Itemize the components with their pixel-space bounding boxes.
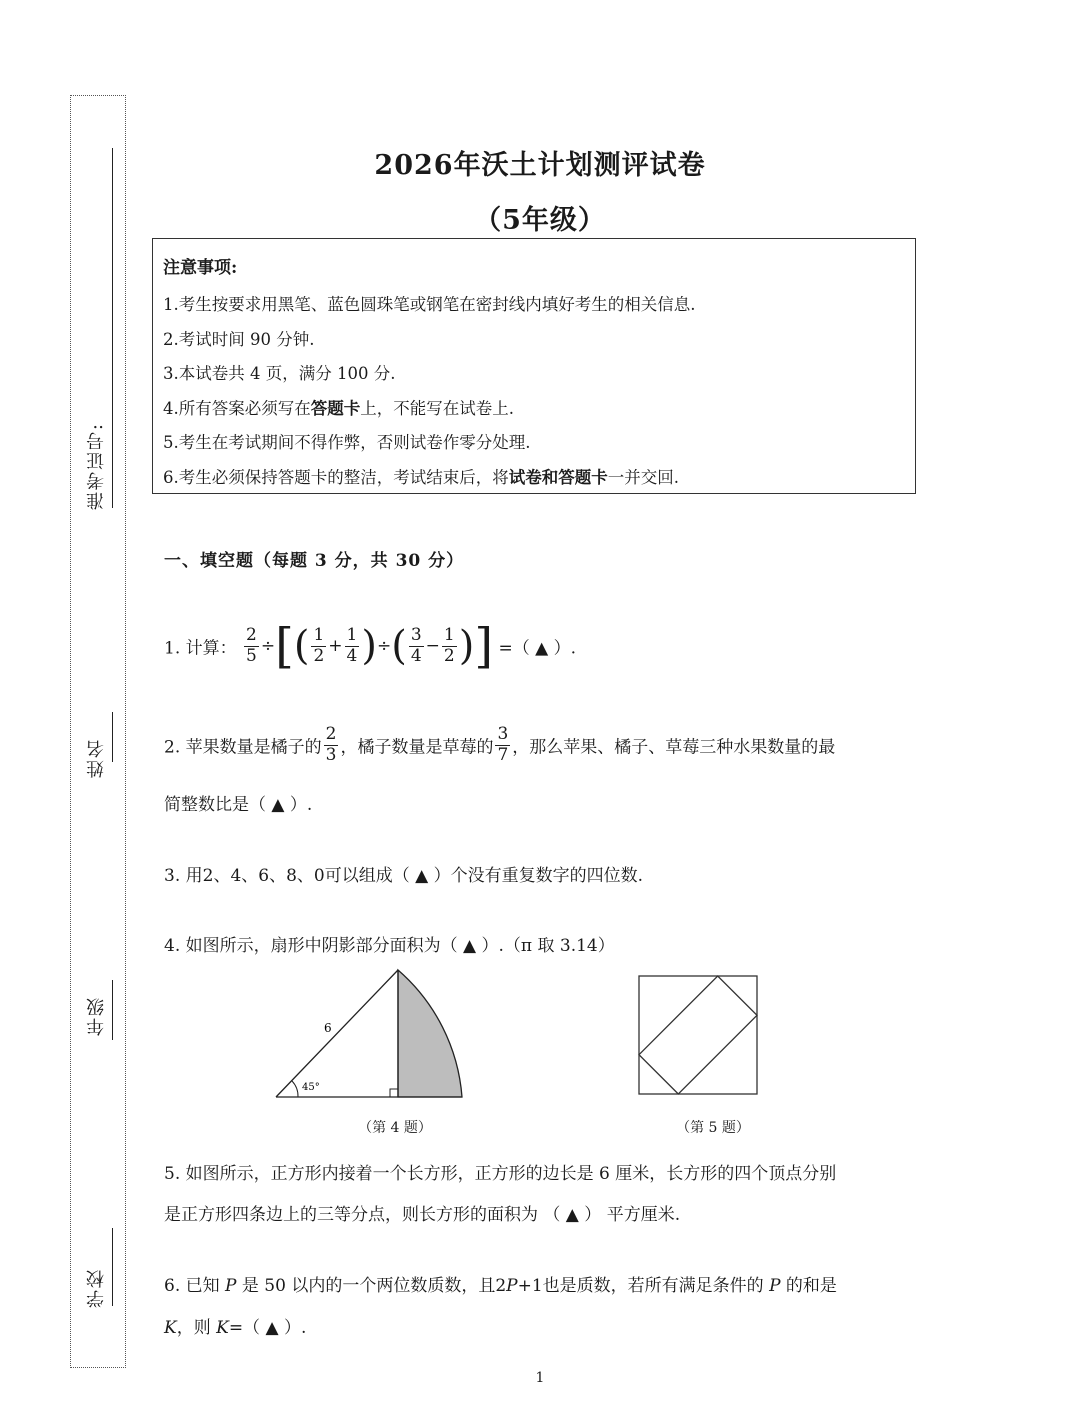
notice-item: 6.考生必须保持答题卡的整洁，考试结束后，将试卷和答题卡一并交回.	[163, 467, 679, 487]
notice-item: 4.所有答案必须写在答题卡上，不能写在试卷上.	[163, 398, 514, 418]
question-4: 4. 如图所示，扇形中阴影部分面积为（ ▲ ）.（π 取 3.14）	[164, 936, 615, 956]
figure-4-caption: （第 4 题）	[358, 1120, 432, 1136]
school-label: 学校	[86, 1268, 107, 1308]
notice-item: 5.考生在考试期间不得作弊，否则试卷作零分处理.	[163, 433, 531, 452]
notice-item: 2.考试时间 90 分钟.	[163, 329, 315, 349]
question-2-line2: 简整数比是（ ▲ ）.	[164, 795, 313, 815]
question-5: 5. 如图所示，正方形内接着一个长方形，正方形的边长是 6 厘米，长方形的四个顶点分别	[164, 1164, 837, 1184]
question-1-suffix: =（ ▲ ）.	[498, 638, 577, 659]
fig4-side-label: 6	[324, 1021, 332, 1035]
notice-item: 3.本试卷共 4 页，满分 100 分.	[163, 364, 396, 383]
notice-box	[152, 238, 916, 494]
question-1: 1. 计算： $\frac{2}{5}$ ÷[( $\frac{1}{2}$ + $\frac{1}{4}$ )÷( $\frac{3}{4}$ − $\frac{1}{2}$ )] =（ ▲ ）.	[164, 618, 577, 674]
figure-5-square	[636, 973, 760, 1097]
question-1-prefix: 1. 计算：	[164, 638, 237, 659]
question-6: 6. 已知 P 是 50 以内的一个两位数质数，且2P+1也是质数，若所有满足条件的 P 的和是	[164, 1276, 837, 1296]
section-title: 一、填空题（每题 3 分，共 30 分）	[164, 551, 465, 571]
name-label: 姓名	[86, 738, 107, 778]
fig4-angle-label: 45°	[302, 1082, 320, 1093]
question-3: 3. 用2、4、6、8、0可以组成（ ▲ ）个没有重复数字的四位数.	[164, 866, 643, 886]
binding-margin	[70, 95, 126, 1368]
question-2: 2. 苹果数量是橘子的 $\frac{2}{3}$ ，橘子数量是草莓的 $\frac{3}{7}$ ，那么苹果、橘子、草莓三种水果数量的最	[164, 724, 836, 765]
notice-item: 1.考生按要求用黑笔、蓝色圆珠笔或钢笔在密封线内填好考生的相关信息.	[163, 295, 696, 314]
grade-line	[112, 980, 113, 1040]
grade-label: 年级	[86, 996, 107, 1036]
figure-4-sector	[270, 966, 480, 1102]
notice-heading: 注意事项:	[163, 258, 238, 278]
figure-5-caption: （第 5 题）	[676, 1120, 750, 1136]
page-title: 2026年沃土计划测评试卷	[374, 150, 706, 181]
question-5-line2: 是正方形四条边上的三等分点，则长方形的面积为 （ ▲ ） 平方厘米.	[164, 1205, 681, 1225]
grade-subtitle: （5年级）	[474, 205, 606, 236]
school-line	[112, 1228, 113, 1306]
page-number: 1	[535, 1370, 545, 1386]
exam-id-label: 准考证号:	[86, 422, 107, 511]
name-line	[112, 712, 113, 762]
question-6-line2: K，则 K=（ ▲ ）.	[164, 1318, 307, 1338]
